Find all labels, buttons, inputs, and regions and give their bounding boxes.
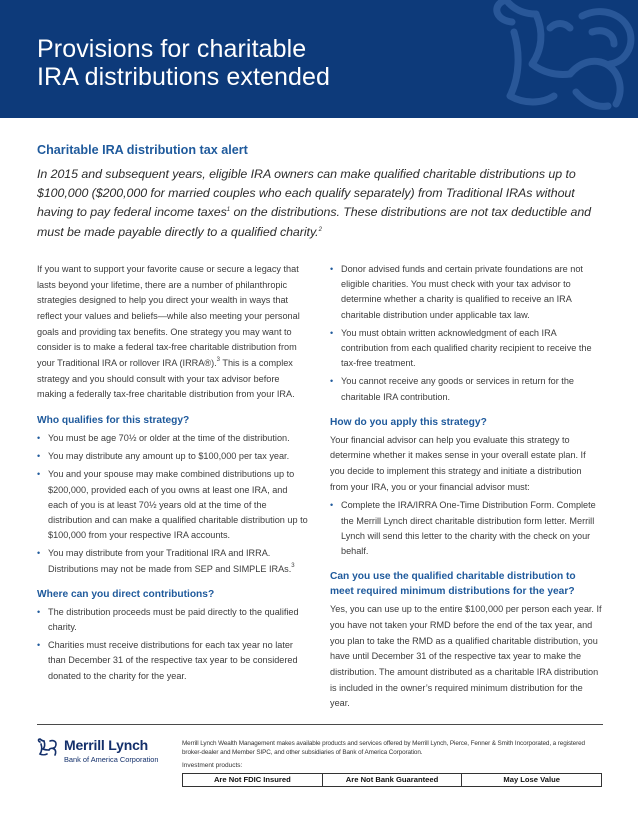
alert-body-part-2: on the distributions. These distributions are not tax deductible and must be made payable directly to a qualified charity.: [37, 205, 591, 239]
eligibility-list: [330, 262, 602, 405]
list-item: • You and your spouse may make combined distributions up to $200,000, provided each of you owns at least one IRA, and each of you is at least 70½ years old at the time of the distribution and can make a qualified charitable distribution up to $100,000 from your respective IRA accounts.: [37, 467, 308, 543]
section-heading-how-apply: How do you apply this strategy?: [330, 416, 487, 428]
list-item: • You may distribute any amount up to $100,000 per tax year.: [37, 449, 308, 464]
list-item: [37, 546, 308, 576]
list-item: • You cannot receive any goods or services in return for the charitable IRA contribution.: [330, 374, 602, 404]
footnote-ref-3b: 3: [291, 562, 295, 569]
section-heading-who-qualifies: Who qualifies for this strategy?: [37, 414, 190, 426]
alert-heading: Charitable IRA distribution tax alert: [37, 143, 248, 157]
title-line-2: IRA distributions extended: [37, 63, 331, 91]
bull-logo-icon: [484, 0, 638, 118]
section-heading-where: Where can you direct contributions?: [37, 588, 215, 600]
intro-part-1: If you want to support your favorite cause or secure a legacy that lasts beyond your lifetime, there are a number of philanthropic strategies designed to help you direct your wealth in ways that reflect your values and beliefs—while also meeting your personal goals and providing tax benefits. One strategy you may want to consider is to make a federal tax-free charitable distribution from your Traditional IRA or rollover IRA (IRRA®).: [37, 264, 300, 368]
who-qualifies-list: [37, 431, 308, 577]
list-item: • You must be age 70½ or older at the time of the distribution.: [37, 431, 308, 446]
footnote-ref-2: 2: [318, 226, 322, 233]
section-heading-rmd: Can you use the qualified charitable distribution to meet required minimum distributions for the year?: [330, 571, 576, 598]
list-item: • The distribution proceeds must be paid directly to the qualified charity.: [37, 605, 308, 635]
investment-disclosure-table: [182, 773, 602, 787]
investment-products-label: Investment products:: [182, 762, 243, 769]
tax-alert: [37, 142, 603, 242]
list-item: • You must obtain written acknowledgment of each IRA contribution from each qualified charity recipient to receive the tax-free treatment.: [330, 326, 602, 372]
right-column: [330, 262, 602, 712]
list-item: • Complete the IRA/IRRA One-Time Distribution Form. Complete the Merrill Lynch direct charitable distribution form letter. Merrill Lynch will send this letter to the charity with the check on your behalf.: [330, 498, 602, 559]
disclaimer-text: Merrill Lynch Wealth Management makes available products and services offered by Merrill Lynch, Pierce, Fenner & Smith Incorporated, a registered broker-dealer and Member SIPC, and other subsidiaries of Bank of America Corporation.: [182, 740, 585, 757]
logo-name: Merrill Lynch: [64, 737, 149, 753]
list-item: • Charities must receive distributions for each tax year no later than December 31 of the respective tax year to be considered donated to the charity for the year.: [37, 638, 308, 684]
intro-paragraph: [37, 262, 308, 403]
list-item-text: You may distribute from your Traditional IRA and IRRA. Distributions may not be made from SEP and SIMPLE IRAs.: [48, 548, 292, 574]
disclosure-cell: May Lose Value: [503, 775, 560, 784]
page-title: [37, 35, 467, 91]
rmd-paragraph: Yes, you can use up to the entire $100,000 per person each year. If you have not taken your RMD before the end of the tax year, and you plan to take the RMD as a qualified charitable distribution, you have until December 31 of the respective tax year to make the distribution. The amount distributed as a charitable IRA distribution is included in the owner’s required minimum distribution for the year.: [330, 604, 602, 709]
disclosure-cell: Are Not Bank Guaranteed: [323, 774, 463, 786]
how-apply-list: [330, 498, 602, 559]
alert-body: [37, 165, 603, 242]
logo-subtitle: Bank of America Corporation: [64, 755, 159, 764]
disclosure-cell: Are Not FDIC Insured: [183, 774, 323, 786]
bull-icon: [37, 738, 57, 760]
merrill-lynch-logo: [37, 736, 167, 768]
where-list: [37, 605, 308, 684]
footer-divider: [37, 724, 603, 725]
left-column: [37, 262, 308, 687]
footnote-ref-1: 1: [226, 207, 231, 214]
title-line-1: Provisions for charitable: [37, 35, 307, 63]
alert-body-part-1: In 2015 and subsequent years, eligible IRA owners can make qualified charitable distributions up to $100,000 ($200,000 for married couples who each qualify separately) from Traditional IRAs without having to pay federal income taxes: [37, 167, 576, 220]
footnote-ref-3: 3: [216, 356, 220, 363]
header-banner: [0, 0, 638, 118]
how-apply-paragraph: Your financial advisor can help you evaluate this strategy to determine whether it makes sense in your overall estate plan. If you decide to implement this strategy and initiate a distribution from your IRA, you or your financial advisor must:: [330, 434, 586, 492]
list-item: • Donor advised funds and certain private foundations are not eligible charities. You must check with your tax advisor to determine whether a charity is qualified to receive an IRA charitable distribution under applicable tax law.: [330, 262, 602, 323]
intro-part-2: This is a complex strategy and you should consult with your tax advisor before making a federally tax-free charitable distribution from your IRA.: [37, 357, 295, 400]
